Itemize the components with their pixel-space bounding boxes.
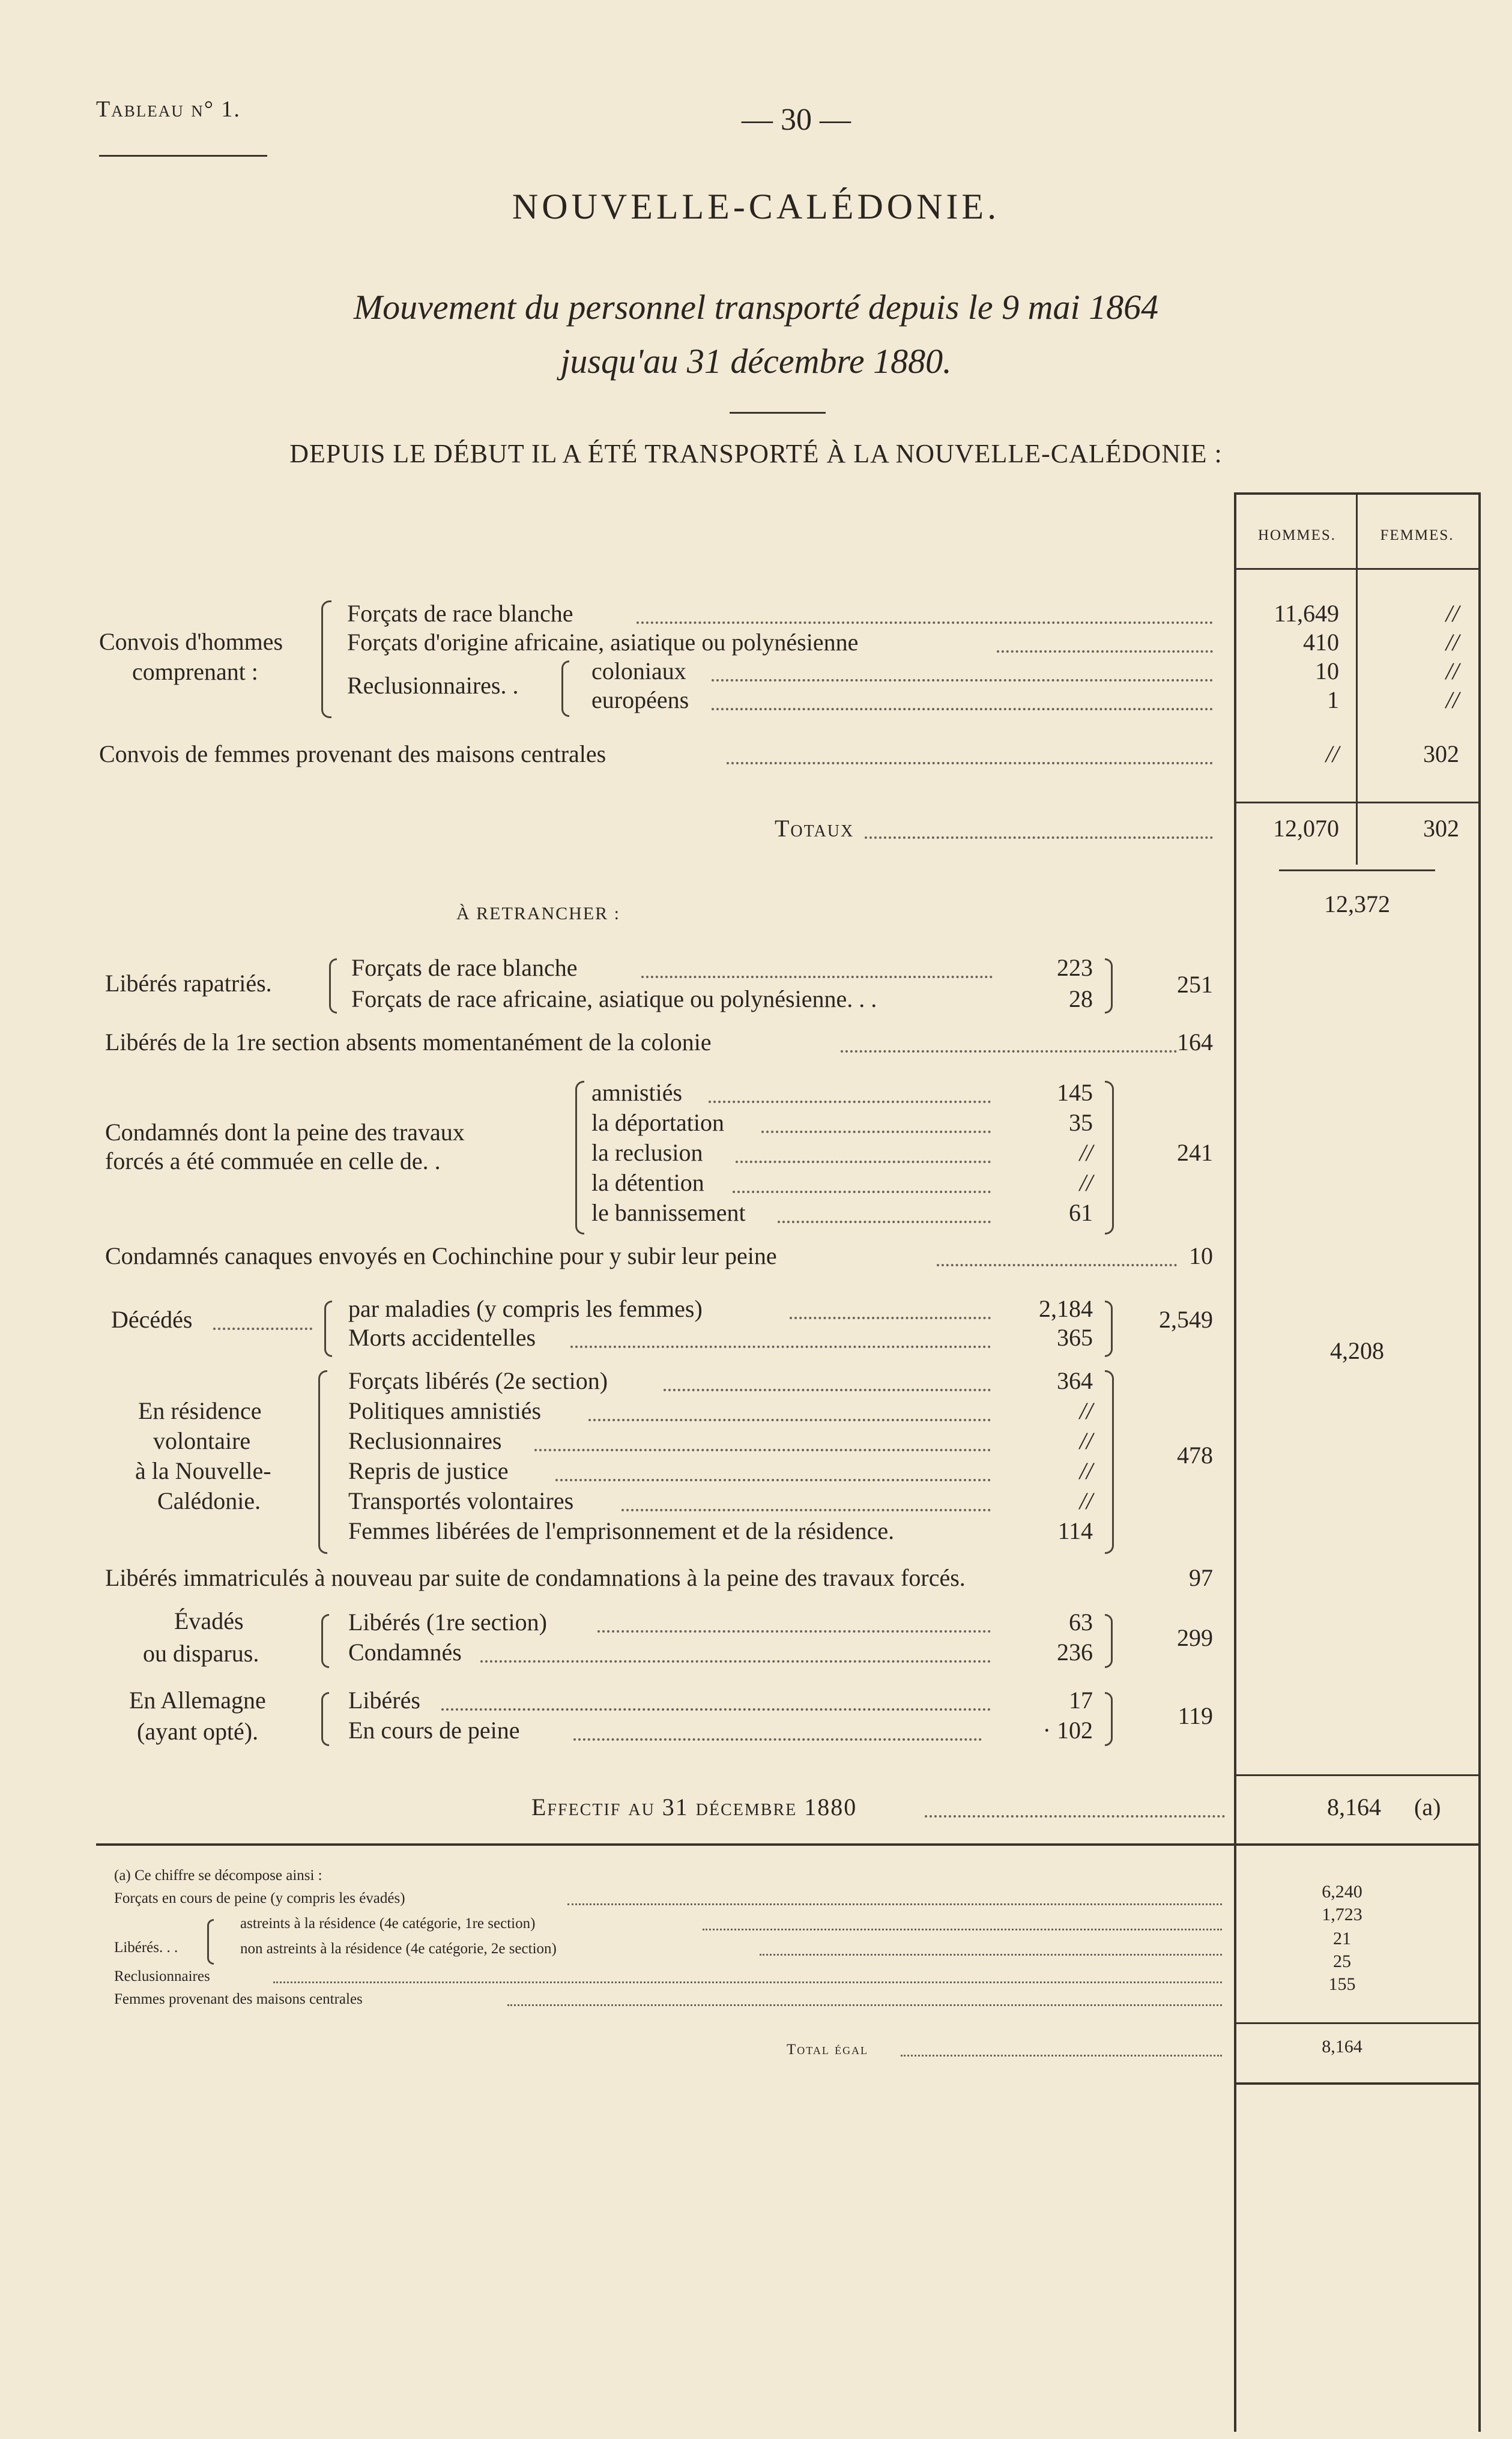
footnote-rule xyxy=(96,1843,1481,1846)
item-value: // xyxy=(1079,1169,1093,1196)
femmes-value: 302 xyxy=(1423,740,1459,767)
totaux-rule xyxy=(1234,802,1481,803)
dot-leader xyxy=(480,1660,991,1663)
group-label-line-1: Convois d'hommes xyxy=(99,628,283,655)
column-rule-left xyxy=(1234,492,1236,2432)
dot-leader xyxy=(760,1954,1222,1956)
subtotal-brace xyxy=(1105,1692,1113,1746)
commues-label-line-1: Condamnés dont la peine des travaux xyxy=(105,1119,465,1146)
dot-leader xyxy=(664,1389,991,1391)
dot-leader xyxy=(841,1050,1177,1053)
group-brace xyxy=(321,600,331,718)
dot-leader xyxy=(621,1509,991,1511)
group-label-line-2: comprenant : xyxy=(132,658,258,685)
residence-label-3: à la Nouvelle- xyxy=(135,1457,271,1484)
item-value: 2,184 xyxy=(1039,1295,1093,1322)
dot-leader xyxy=(213,1328,312,1330)
row-label: européens xyxy=(591,686,689,713)
item-value: 63 xyxy=(1069,1609,1093,1636)
footnote-bottom-rule xyxy=(1234,2082,1481,2085)
row-label: coloniaux xyxy=(591,657,686,685)
item-value: // xyxy=(1079,1457,1093,1484)
column-rule-middle xyxy=(1356,492,1358,865)
hommes-value: 11,649 xyxy=(1274,600,1339,627)
footnote-row-label: astreints à la résidence (4e catégorie, 1re section) xyxy=(240,1915,536,1932)
footnote-value: 6,240 xyxy=(1322,1882,1362,1902)
subtotal-value: 299 xyxy=(1177,1624,1213,1651)
footnote-row-label: Reclusionnaires xyxy=(114,1968,210,1984)
subtotal-value: 2,549 xyxy=(1159,1306,1213,1333)
grand-total-rule xyxy=(1279,869,1435,871)
item-value: // xyxy=(1079,1427,1093,1454)
column-rule-right xyxy=(1478,492,1481,2432)
subtotal-brace xyxy=(1105,1614,1113,1668)
dot-leader xyxy=(761,1131,991,1133)
subtotal-brace xyxy=(1105,1301,1113,1357)
rapatries-brace xyxy=(329,958,337,1014)
effectif-label xyxy=(531,1793,857,1821)
row-label: la détention xyxy=(591,1169,704,1196)
subtotal-value: 164 xyxy=(1177,1029,1213,1056)
subtotal-value: 478 xyxy=(1177,1442,1213,1469)
dot-leader xyxy=(507,2004,1222,2006)
section-title: DEPUIS LE DÉBUT IL A ÉTÉ TRANSPORTÉ À LA NOUVELLE-CALÉDONIE : xyxy=(289,439,1223,468)
hommes-value: 410 xyxy=(1303,629,1339,656)
evades-label-1: Évadés xyxy=(174,1607,244,1634)
dot-leader xyxy=(925,1815,1225,1818)
allemagne-label-1: En Allemagne xyxy=(129,1687,266,1714)
row-label: Politiques amnistiés xyxy=(348,1397,542,1424)
row-label: En cours de peine xyxy=(348,1717,520,1744)
effectif-note: (a) xyxy=(1414,1794,1441,1821)
col-head-hommes: HOMMES. xyxy=(1258,527,1336,543)
evades-brace xyxy=(321,1614,329,1668)
reclusionnaires-label: Reclusionnaires. . xyxy=(347,672,519,699)
femmes-value: // xyxy=(1445,629,1459,656)
totaux-label: Totaux xyxy=(775,815,854,842)
residence-brace xyxy=(318,1370,327,1554)
item-value: 223 xyxy=(1057,954,1093,981)
allemagne-label-2: (ayant opté). xyxy=(137,1718,259,1745)
row-label: par maladies (y compris les femmes) xyxy=(348,1295,703,1322)
row-label: Forçats de race blanche xyxy=(347,600,573,627)
footnote-total-value: 8,164 xyxy=(1322,2037,1362,2057)
subtitle-line-2: jusqu'au 31 décembre 1880. xyxy=(560,342,952,381)
row-label: la reclusion xyxy=(591,1139,703,1166)
row-label: Forçats de race blanche xyxy=(351,954,578,981)
retrancher-heading: À RETRANCHER : xyxy=(456,904,621,923)
item-value: // xyxy=(1079,1397,1093,1424)
subtotal-value: 10 xyxy=(1189,1242,1213,1269)
item-value: 17 xyxy=(1069,1687,1093,1714)
dot-leader xyxy=(778,1221,991,1223)
grand-total: 12,372 xyxy=(1324,890,1390,917)
item-value: 28 xyxy=(1069,985,1093,1012)
dot-leader xyxy=(790,1317,991,1319)
absents-label: Libérés de la 1re section absents momentanément de la colonie xyxy=(105,1029,712,1056)
footnote-brace xyxy=(207,1919,214,1965)
evades-label-2: ou disparus. xyxy=(143,1640,259,1667)
subtotal-value: 97 xyxy=(1189,1564,1213,1591)
footnote-value: 25 xyxy=(1333,1951,1351,1971)
row-label: Forçats libérés (2e section) xyxy=(348,1367,608,1394)
commues-label-line-2: forcés a été commuée en celle de. . xyxy=(105,1147,441,1174)
dot-leader xyxy=(901,2055,1222,2057)
femmes-convoy-label: Convois de femmes provenant des maisons centrales xyxy=(99,740,606,767)
dot-leader xyxy=(712,679,1213,682)
subtitle-line-1: Mouvement du personnel transporté depuis le 9 mai 1864 xyxy=(353,288,1159,327)
dot-leader xyxy=(712,708,1213,710)
dot-leader xyxy=(727,762,1213,764)
hommes-value: 10 xyxy=(1315,657,1339,685)
dot-leader xyxy=(865,836,1213,839)
footnote-row-label: Forçats en cours de peine (y compris les évadés) xyxy=(114,1890,405,1906)
dot-leader xyxy=(534,1449,991,1451)
decedes-brace xyxy=(324,1301,332,1357)
dot-leader xyxy=(736,1161,991,1163)
row-label: le bannissement xyxy=(591,1199,746,1226)
femmes-value: // xyxy=(1445,686,1459,713)
region-title: NOUVELLE-CALÉDONIE. xyxy=(512,187,1000,226)
tableau-number: Tableau n° 1. xyxy=(96,97,241,122)
dot-leader xyxy=(709,1101,991,1103)
dot-leader xyxy=(703,1929,1222,1930)
immatricules-label: Libérés immatriculés à nouveau par suite de condamnations à la peine des travaux forcés. xyxy=(105,1564,966,1591)
femmes-value: // xyxy=(1445,600,1459,627)
footnote-total-label: Total égal xyxy=(787,2042,869,2058)
row-label: amnistiés xyxy=(591,1079,683,1106)
row-label: Femmes libérées de l'emprisonnement et de la résidence. xyxy=(348,1517,895,1544)
dot-leader xyxy=(597,1630,991,1633)
column-top-rule xyxy=(1234,492,1481,495)
total-retrancher: 4,208 xyxy=(1330,1337,1384,1364)
dot-leader xyxy=(588,1419,991,1421)
effectif-value: 8,164 xyxy=(1327,1794,1381,1821)
dot-leader xyxy=(273,1981,1222,1983)
page-number: — 30 — xyxy=(742,103,851,137)
footnote-intro: (a) Ce chiffre se décompose ainsi : xyxy=(114,1867,322,1884)
residence-label-4: Calédonie. xyxy=(157,1487,261,1514)
column-head-rule xyxy=(1234,568,1481,570)
row-label: Morts accidentelles xyxy=(348,1324,536,1351)
row-label: la déportation xyxy=(591,1109,725,1136)
hommes-value: 1 xyxy=(1327,686,1339,713)
item-value: 365 xyxy=(1057,1324,1093,1351)
dot-leader xyxy=(441,1708,991,1711)
row-label: Forçats d'origine africaine, asiatique ou polynésienne xyxy=(347,629,859,656)
row-label: Reclusionnaires xyxy=(348,1427,502,1454)
row-label: Libérés (1re section) xyxy=(348,1609,547,1636)
subtotal-brace xyxy=(1105,958,1113,1014)
commues-brace xyxy=(575,1081,584,1235)
item-value: 364 xyxy=(1057,1367,1093,1394)
row-label: Libérés xyxy=(348,1687,420,1714)
dot-leader xyxy=(570,1346,991,1348)
subtotal-value: 119 xyxy=(1178,1702,1213,1729)
residence-label-2: volontaire xyxy=(153,1427,251,1454)
subtotal-brace xyxy=(1105,1370,1114,1554)
totaux-hommes: 12,070 xyxy=(1273,815,1339,842)
row-label: Condamnés xyxy=(348,1639,462,1666)
item-value: 61 xyxy=(1069,1199,1093,1226)
subtotal-value: 241 xyxy=(1177,1139,1213,1166)
effectif-label-text: Effectif au 31 décembre 1880 xyxy=(531,1794,857,1821)
residence-label-1: En résidence xyxy=(138,1397,262,1424)
footnote-row-label: Femmes provenant des maisons centrales xyxy=(114,1991,363,2007)
hommes-value: // xyxy=(1325,740,1339,767)
footnote-value: 21 xyxy=(1333,1929,1351,1948)
effectif-rule xyxy=(1234,1774,1481,1776)
liberes-label: Libérés. . . xyxy=(114,1939,178,1956)
dot-leader xyxy=(997,650,1213,653)
femmes-value: // xyxy=(1445,657,1459,685)
item-value: 236 xyxy=(1057,1639,1093,1666)
footnote-value: 155 xyxy=(1328,1974,1356,1994)
subtotal-brace xyxy=(1105,1081,1114,1235)
item-value: 35 xyxy=(1069,1109,1093,1136)
liberes-rapatries-label: Libérés rapatriés. xyxy=(105,970,272,997)
header-rule xyxy=(99,155,267,157)
row-label: Repris de justice xyxy=(348,1457,509,1484)
row-label: Forçats de race africaine, asiatique ou polynésienne. . . xyxy=(351,985,877,1012)
item-value: · 102 xyxy=(1042,1717,1093,1744)
footnote-row-label: non astreints à la résidence (4e catégorie, 2e section) xyxy=(240,1941,557,1957)
dot-leader xyxy=(637,621,1213,624)
dot-leader xyxy=(567,1903,1222,1905)
col-head-femmes: FEMMES. xyxy=(1380,527,1454,543)
dot-leader xyxy=(573,1738,982,1741)
item-value: 145 xyxy=(1057,1079,1093,1106)
item-value: // xyxy=(1079,1487,1093,1514)
title-rule xyxy=(730,412,826,414)
subtotal-value: 251 xyxy=(1177,971,1213,998)
decedes-label: Décédés xyxy=(111,1306,193,1333)
allemagne-brace xyxy=(321,1692,329,1746)
footnote-value: 1,723 xyxy=(1322,1905,1362,1924)
dot-leader xyxy=(555,1479,991,1481)
item-value: // xyxy=(1079,1139,1093,1166)
dot-leader xyxy=(733,1191,991,1193)
reclusionnaires-brace xyxy=(561,660,569,717)
dot-leader xyxy=(641,976,993,978)
row-label: Transportés volontaires xyxy=(348,1487,574,1514)
canaques-label: Condamnés canaques envoyés en Cochinchine pour y subir leur peine xyxy=(105,1242,777,1269)
footnote-total-rule xyxy=(1234,2022,1481,2024)
totaux-femmes: 302 xyxy=(1423,815,1459,842)
item-value: 114 xyxy=(1057,1517,1093,1544)
